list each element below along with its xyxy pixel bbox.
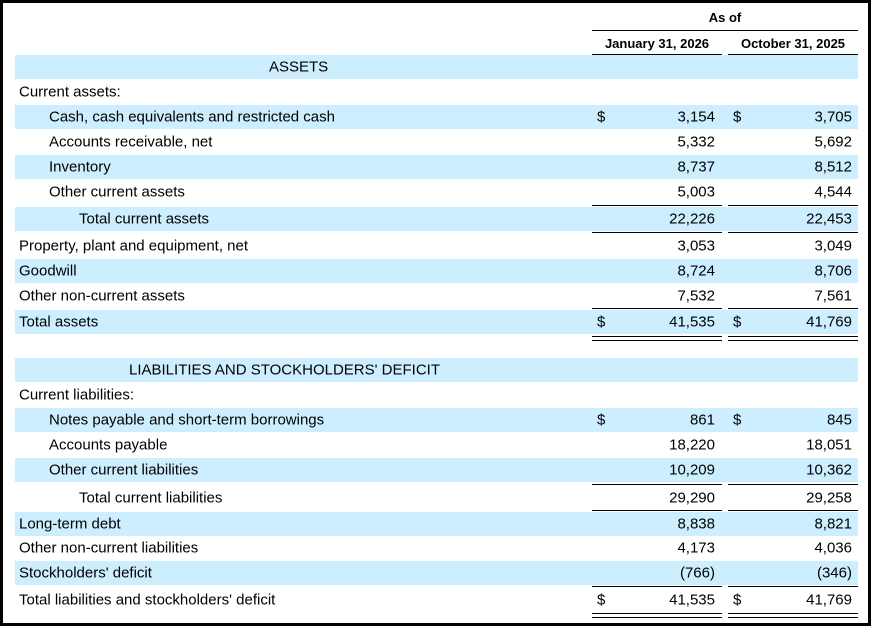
current-assets-heading: [15, 80, 858, 104]
total-assets-row: [15, 310, 858, 334]
row-label: Current liabilities:: [19, 386, 135, 404]
value-jan-2026: 29,290: [669, 489, 715, 507]
value-oct-2025: 22,453: [806, 210, 852, 228]
total-rule: [592, 586, 722, 587]
as-of-header: As of: [708, 10, 742, 25]
subtotal-rule: [728, 205, 858, 206]
total-rule: [592, 308, 722, 309]
value-jan-2026: 22,226: [669, 210, 715, 228]
assets-section-header: [15, 55, 858, 79]
current-liabilities-heading: [15, 383, 858, 407]
table-row: [15, 512, 858, 536]
row-label: Total liabilities and stockholders' deficit: [19, 591, 276, 609]
row-label: Current assets:: [19, 83, 121, 101]
row-label: Stockholders' deficit: [19, 564, 152, 582]
row-label: Total assets: [19, 313, 99, 331]
value-oct-2025: 41,769: [806, 313, 852, 331]
row-label: Accounts receivable, net: [49, 133, 213, 151]
row-label: Other current liabilities: [49, 461, 199, 479]
value-oct-2025: 29,258: [806, 489, 852, 507]
double-underline: [592, 336, 722, 341]
value-jan-2026: 18,220: [669, 436, 715, 454]
value-jan-2026: 10,209: [669, 461, 715, 479]
subtotal-rule: [592, 484, 722, 485]
table-row: [15, 561, 858, 585]
row-label: Accounts payable: [49, 436, 168, 454]
dollar-sign: $: [733, 591, 742, 609]
row-label: Total current assets: [79, 210, 210, 228]
double-underline: [728, 336, 858, 341]
value-oct-2025: 8,821: [814, 515, 852, 533]
value-oct-2025: 8,706: [814, 262, 852, 280]
total-rule: [728, 308, 858, 309]
table-row: [15, 408, 858, 432]
value-jan-2026: 5,003: [677, 183, 715, 201]
row-label: Other non-current assets: [19, 287, 185, 305]
dollar-sign: $: [733, 313, 742, 331]
subtotal-rule: [592, 232, 722, 233]
section-title: ASSETS: [269, 58, 329, 76]
value-jan-2026: 41,535: [669, 591, 715, 609]
value-oct-2025: 5,692: [814, 133, 852, 151]
value-oct-2025: 18,051: [806, 436, 852, 454]
value-jan-2026: 3,154: [677, 108, 715, 126]
value-oct-2025: 41,769: [806, 591, 852, 609]
table-row: [15, 180, 858, 204]
table-row: [15, 259, 858, 283]
subtotal-rule: [592, 510, 722, 511]
value-jan-2026: 7,532: [677, 287, 715, 305]
value-jan-2026: 8,838: [677, 515, 715, 533]
value-jan-2026: 41,535: [669, 313, 715, 331]
table-row: [15, 155, 858, 179]
section-title: LIABILITIES AND STOCKHOLDERS' DEFICIT: [129, 361, 440, 379]
table-row: [15, 433, 858, 457]
total-current-assets-row: [15, 207, 858, 231]
header-rule: [592, 30, 858, 31]
value-oct-2025: 4,036: [814, 539, 852, 557]
table-row: [15, 284, 858, 308]
value-oct-2025: (346): [816, 564, 852, 582]
value-oct-2025: 3,049: [814, 237, 852, 255]
value-oct-2025: 7,561: [814, 287, 852, 305]
row-label: Inventory: [49, 158, 111, 176]
column-header-oct-2025: October 31, 2025: [740, 36, 846, 51]
total-rule: [728, 586, 858, 587]
total-current-liabilities-row: [15, 486, 858, 510]
table-row: [15, 536, 858, 560]
table-row: [15, 234, 858, 258]
row-label: Long-term debt: [19, 515, 121, 533]
double-underline: [592, 613, 722, 618]
value-oct-2025: 10,362: [806, 461, 852, 479]
value-jan-2026: 861: [689, 411, 715, 429]
value-oct-2025: 8,512: [814, 158, 852, 176]
row-label: Other non-current liabilities: [19, 539, 199, 557]
row-label: Property, plant and equipment, net: [19, 237, 249, 255]
row-label: Cash, cash equivalents and restricted cash: [49, 108, 335, 126]
table-row: [15, 458, 858, 482]
value-jan-2026: 5,332: [677, 133, 715, 151]
column-header-jan-2026: January 31, 2026: [604, 36, 710, 51]
value-jan-2026: 8,737: [677, 158, 715, 176]
table-row: [15, 105, 858, 129]
dollar-sign: $: [597, 108, 606, 126]
value-jan-2026: (766): [679, 564, 715, 582]
value-jan-2026: 3,053: [677, 237, 715, 255]
value-jan-2026: 4,173: [677, 539, 715, 557]
dollar-sign: $: [597, 591, 606, 609]
row-label: Total current liabilities: [79, 489, 223, 507]
value-jan-2026: 8,724: [677, 262, 715, 280]
dollar-sign: $: [733, 108, 742, 126]
row-label: Notes payable and short-term borrowings: [49, 411, 325, 429]
subtotal-rule: [728, 232, 858, 233]
subtotal-rule: [728, 510, 858, 511]
row-label: Goodwill: [19, 262, 77, 280]
dollar-sign: $: [733, 411, 742, 429]
liabilities-section-header: [15, 358, 858, 382]
dollar-sign: $: [597, 313, 606, 331]
value-oct-2025: 845: [826, 411, 852, 429]
dollar-sign: $: [597, 411, 606, 429]
row-label: Other current assets: [49, 183, 185, 201]
table-row: [15, 130, 858, 154]
total-liabilities-row: [15, 588, 858, 612]
subtotal-rule: [592, 205, 722, 206]
double-underline: [728, 613, 858, 618]
subtotal-rule: [728, 484, 858, 485]
value-oct-2025: 3,705: [814, 108, 852, 126]
value-oct-2025: 4,544: [814, 183, 852, 201]
